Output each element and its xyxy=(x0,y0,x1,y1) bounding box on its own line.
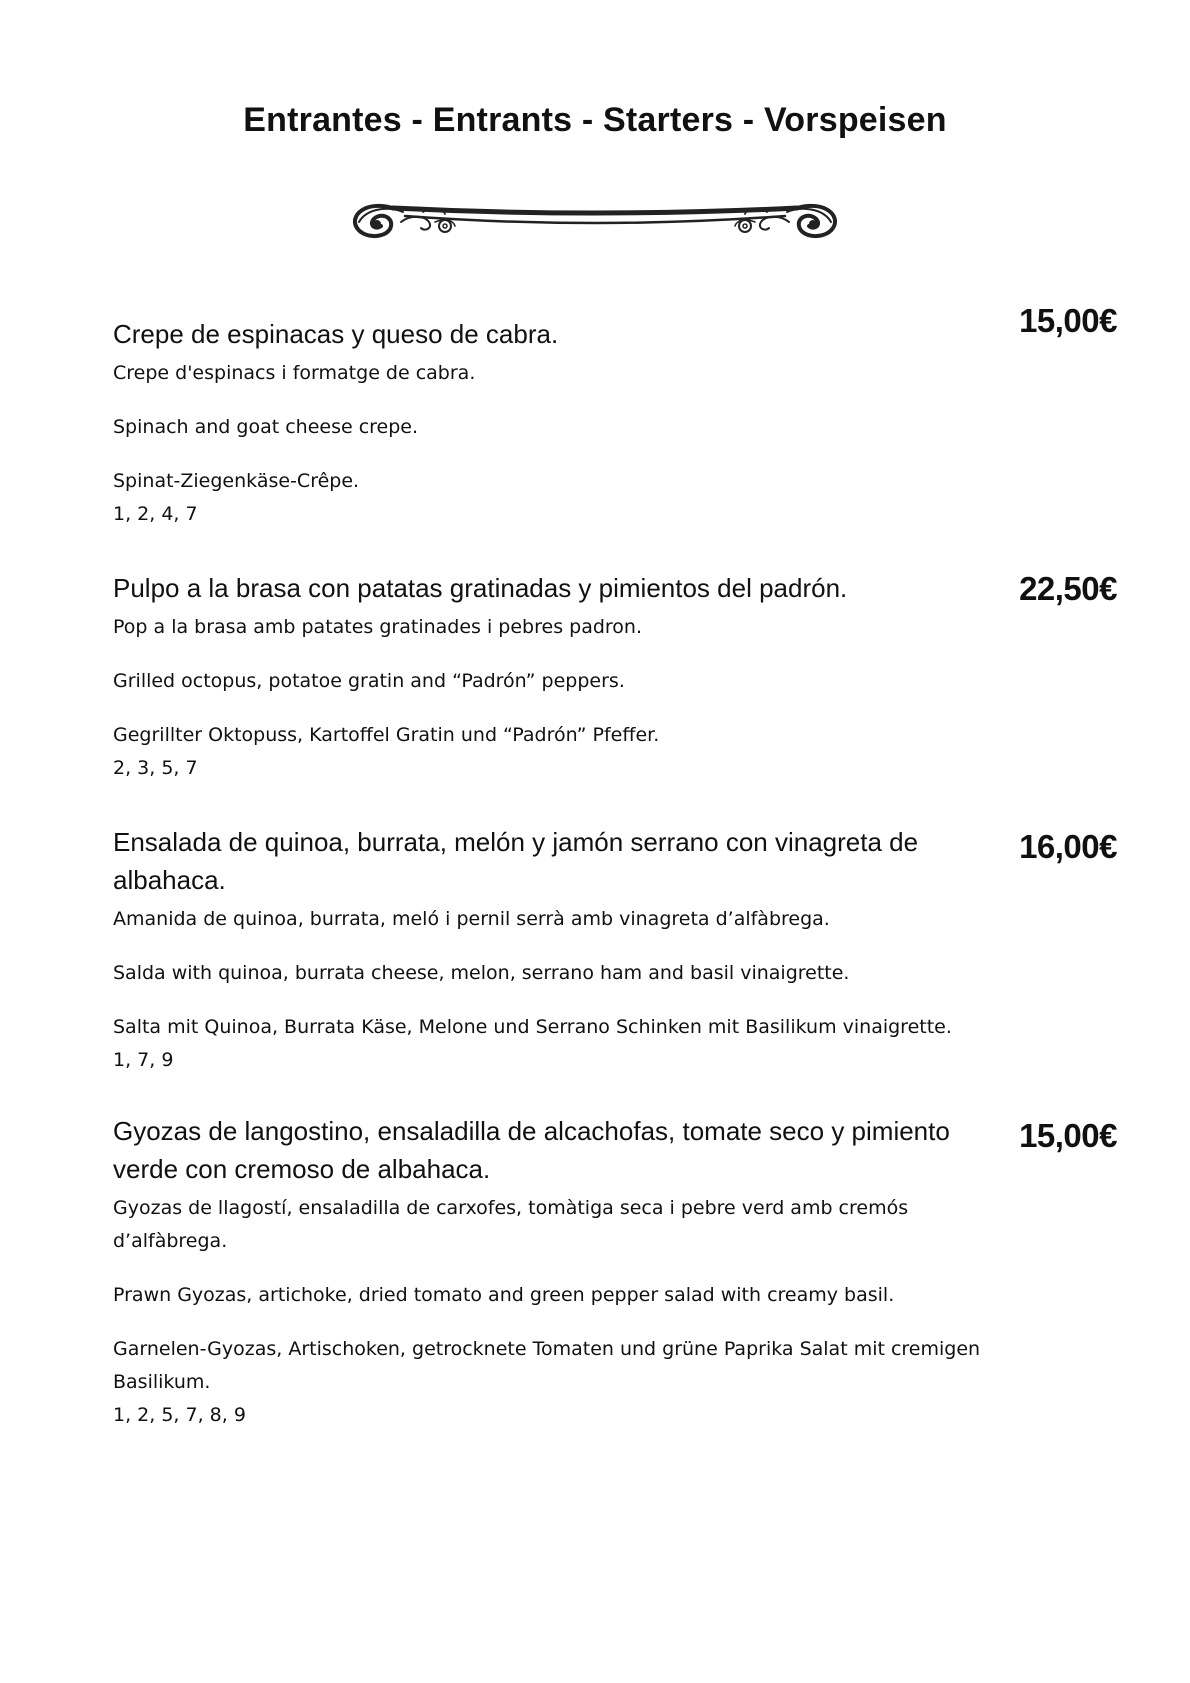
dish-description-german: Spinat-Ziegenkäse-Crêpe. xyxy=(113,470,360,492)
dish-price: 22,50€ xyxy=(1019,570,1117,607)
dish-price: 16,00€ xyxy=(1019,828,1117,865)
dish-description-english: Salda with quinoa, burrata cheese, melon, serrano ham and basil vinaigrette. xyxy=(113,962,850,984)
allergen-codes: 1, 7, 9 xyxy=(113,1049,174,1071)
dish-description-catalan: Amanida de quinoa, burrata, meló i pernil serrà amb vinagreta d’alfàbrega. xyxy=(113,908,830,930)
menu-item xyxy=(113,823,1123,1077)
dish-description-english: Grilled octopus, potatoe gratin and “Padrón” peppers. xyxy=(113,670,625,692)
dish-description-german: Salta mit Quinoa, Burrata Käse, Melone und Serrano Schinken mit Basilikum vinaigrette. xyxy=(113,1016,952,1038)
dish-name: Pulpo a la brasa con patatas gratinadas y pimientos del padrón. xyxy=(113,573,848,603)
dish-name: Crepe de espinacas y queso de cabra. xyxy=(113,319,559,349)
menu-item xyxy=(113,569,1123,785)
dish-price: 15,00€ xyxy=(1019,302,1117,339)
menu-item xyxy=(113,302,1123,531)
scroll-divider-icon xyxy=(345,182,845,248)
dish-description-catalan: Crepe d'espinacs i formatge de cabra. xyxy=(113,362,476,384)
allergen-codes: 1, 2, 4, 7 xyxy=(113,503,198,525)
dish-name: Ensalada de quinoa, burrata, melón y jamón serrano con vinagreta de albahaca. xyxy=(113,827,919,895)
dish-description-german: Garnelen-Gyozas, Artischoken, getrocknete Tomaten und grüne Paprika Salat mit cremigen Basilikum. xyxy=(113,1338,981,1393)
page-title: Entrantes - Entrants - Starters - Vorspeisen xyxy=(243,101,947,139)
dish-description-german: Gegrillter Oktopuss, Kartoffel Gratin und “Padrón” Pfeffer. xyxy=(113,724,660,746)
dish-price: 15,00€ xyxy=(1019,1117,1117,1154)
dish-description-english: Prawn Gyozas, artichoke, dried tomato and green pepper salad with creamy basil. xyxy=(113,1284,895,1306)
allergen-codes: 1, 2, 5, 7, 8, 9 xyxy=(113,1404,246,1426)
dish-description-catalan: Gyozas de llagostí, ensaladilla de carxofes, tomàtiga seca i pebre verd amb cremós d’alfàbrega. xyxy=(113,1197,909,1252)
dish-description-catalan: Pop a la brasa amb patates gratinades i pebres padron. xyxy=(113,616,643,638)
dish-name: Gyozas de langostino, ensaladilla de alcachofas, tomate seco y pimiento verde con cremoso de albahaca. xyxy=(113,1116,950,1184)
dish-description-english: Spinach and goat cheese crepe. xyxy=(113,416,419,438)
menu-item xyxy=(113,1112,1123,1432)
allergen-codes: 2, 3, 5, 7 xyxy=(113,757,198,779)
